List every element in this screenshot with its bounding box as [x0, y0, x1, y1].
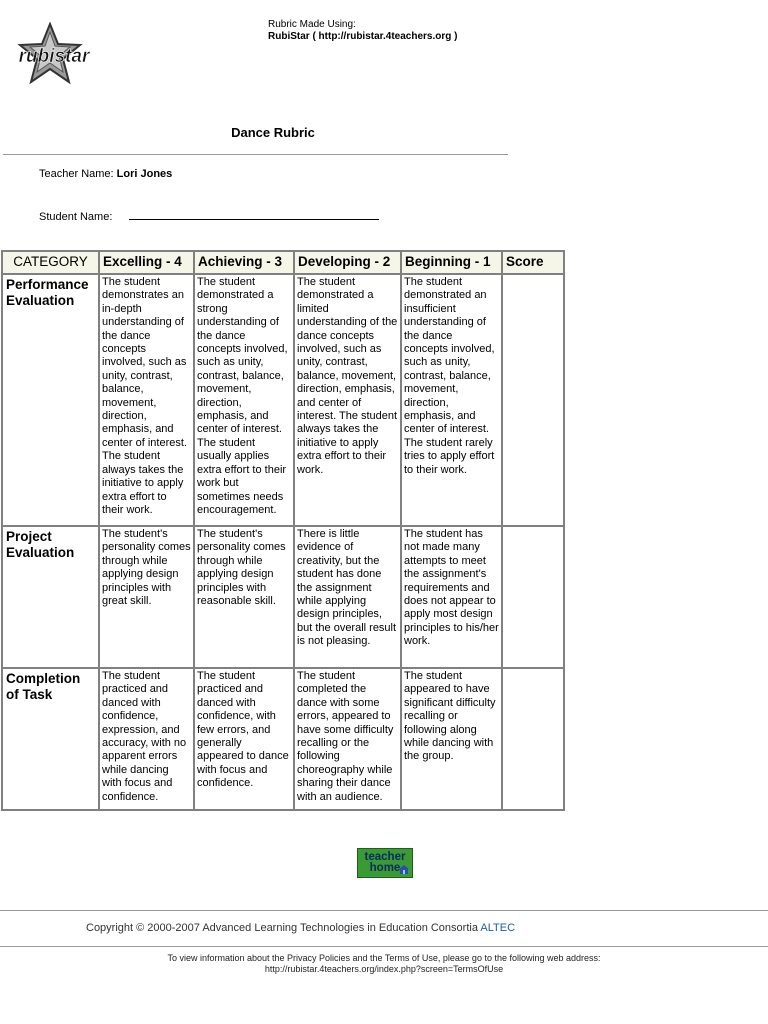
criteria-cell: The student demonstrated an insufficient understanding of the dance concepts involved, such as unity, contrast, balance, movement, direction, emphasis, and center of interest. The student rarely tries to apply effort to their work.: [401, 274, 502, 526]
column-header: CATEGORY: [2, 251, 99, 274]
column-header: Score: [502, 251, 564, 274]
criteria-cell: The student demonstrates an in-depth understanding of the dance concepts involved, such as unity, contrast, balance, movement, direction, emphasis, and center of interest. The student always takes the initiative to apply extra effort to their work.: [99, 274, 194, 526]
criteria-cell: The student has not made many attempts to meet the assignment's requirements and does not appear to apply most design principles to his/her work.: [401, 526, 502, 668]
divider: [3, 154, 508, 155]
table-row: [2, 668, 564, 810]
logo-text: rubistar: [18, 46, 90, 67]
teacher-name-value: Lori Jones: [116, 168, 173, 180]
teacher-home-button[interactable]: [357, 848, 413, 878]
star-logo-icon: [5, 22, 103, 88]
column-header: Excelling - 4: [99, 251, 194, 274]
rubistar-logo: [5, 22, 103, 88]
category-cell: Completion of Task: [2, 668, 99, 810]
category-cell: Project Evaluation: [2, 526, 99, 668]
student-name-blank: [129, 209, 379, 220]
privacy-note: [0, 953, 768, 975]
teacher-home-line1: teacher: [364, 851, 406, 863]
teacher-home-line2: home: [369, 862, 401, 874]
score-cell: [502, 668, 564, 810]
footer-divider: [0, 946, 768, 947]
score-cell: [502, 274, 564, 526]
made-using-label: Rubric Made Using:: [268, 19, 356, 30]
table-row: [2, 274, 564, 526]
copyright-text: Copyright © 2000-2007 Advanced Learning Technologies in Education Consortia: [86, 922, 478, 934]
page-title: Dance Rubric: [231, 125, 315, 140]
rubric-table: [1, 250, 565, 811]
footer-divider: [0, 910, 768, 911]
column-header: Developing - 2: [294, 251, 401, 274]
column-header: Achieving - 3: [194, 251, 294, 274]
criteria-cell: The student appeared to have significant difficulty recalling or following along while dancing with the group.: [401, 668, 502, 810]
category-cell: Performance Evaluation: [2, 274, 99, 526]
student-name-label: Student Name:: [39, 211, 113, 223]
table-row: [2, 526, 564, 668]
criteria-cell: The student's personality comes through while applying design principles with reasonable skill.: [194, 526, 294, 668]
criteria-cell: The student practiced and danced with confidence, expression, and accuracy, with no apparent errors while dancing with focus and confidence.: [99, 668, 194, 810]
student-name-row: [39, 209, 379, 223]
copyright-line: [86, 922, 515, 934]
criteria-cell: There is little evidence of creativity, but the student has done the assignment while applying design principles, but the overall result is not pleasing.: [294, 526, 401, 668]
teacher-name-label: Teacher Name:: [39, 168, 114, 180]
criteria-cell: The student demonstrated a strong understanding of the dance concepts involved, such as unity, contrast, balance, movement, direction, emphasis, and center of interest. The student usually applies extra effort to their work but sometimes needs encouragement.: [194, 274, 294, 526]
criteria-cell: The student's personality comes through while applying design principles with great skill.: [99, 526, 194, 668]
terms-url: http://rubistar.4teachers.org/index.php?screen=TermsOfUse: [264, 964, 504, 974]
criteria-cell: The student practiced and danced with confidence, with few errors, and generally appeared to dance with focus and confidence.: [194, 668, 294, 810]
table-header-row: [2, 251, 564, 274]
site-label: RubiStar ( http://rubistar.4teachers.org ): [268, 31, 458, 42]
column-header: Beginning - 1: [401, 251, 502, 274]
score-cell: [502, 526, 564, 668]
privacy-text: To view information about the Privacy Policies and the Terms of Use, please go to the following web address:: [167, 953, 601, 963]
criteria-cell: The student demonstrated a limited understanding of the dance concepts involved, such as unity, contrast, balance, movement, direction, emphasis, and center of interest. The student always takes the initiative to apply extra effort to their work.: [294, 274, 401, 526]
altec-link[interactable]: ALTEC: [480, 922, 516, 934]
made-using-note: [268, 19, 457, 43]
criteria-cell: The student completed the dance with some errors, appeared to have some difficulty recalling or the following choreography while sharing their dance with an audience.: [294, 668, 401, 810]
house-icon: [399, 865, 409, 874]
teacher-name-row: [39, 168, 172, 180]
